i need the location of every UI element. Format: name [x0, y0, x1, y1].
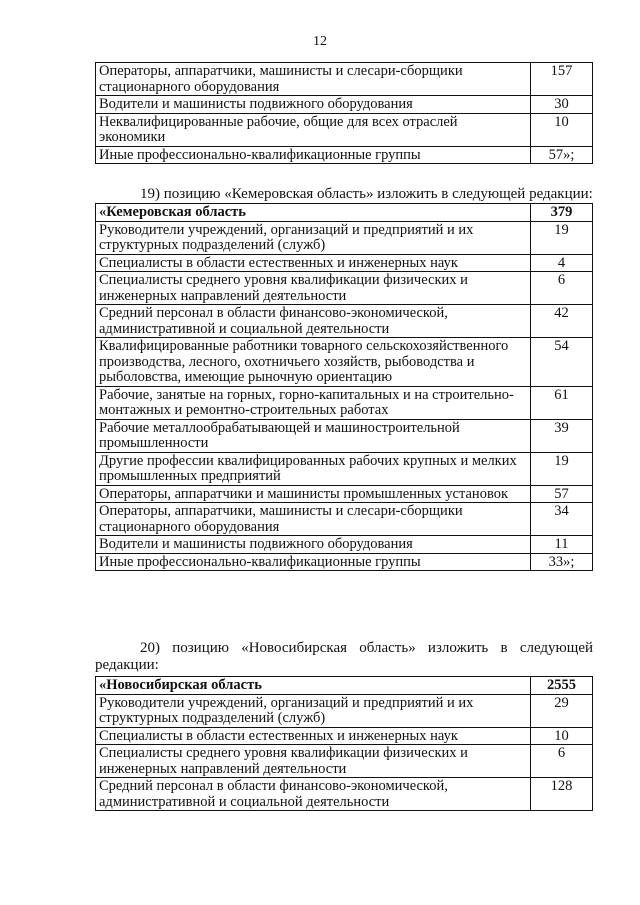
row-value: 4 [531, 254, 593, 272]
table-kemerovo [95, 203, 593, 571]
table-row [96, 386, 593, 419]
row-label: Рабочие металлообрабатывающей и машиностроительной промышленности [96, 419, 531, 452]
table-row [96, 305, 593, 338]
table-row [96, 536, 593, 554]
row-value: 6 [531, 745, 593, 778]
table-row [96, 727, 593, 745]
row-label: Операторы, аппаратчики, машинисты и слесари-сборщики стационарного оборудования [96, 63, 531, 96]
table-row [96, 113, 593, 146]
row-label: Средний персонал в области финансово-экономической, административной и социальной деятельности [96, 778, 531, 811]
row-value: 57»; [531, 146, 593, 164]
region-name: «Новосибирская область [96, 677, 531, 695]
table-row [96, 146, 593, 164]
table-row [96, 272, 593, 305]
row-value: 54 [531, 338, 593, 387]
row-label: Специалисты в области естественных и инженерных наук [96, 254, 531, 272]
row-label: Операторы, аппаратчики и машинисты промышленных установок [96, 485, 531, 503]
table-row [96, 694, 593, 727]
table-row [96, 96, 593, 114]
row-value: 61 [531, 386, 593, 419]
row-label: Средний персонал в области финансово-экономической, административной и социальной деятельности [96, 305, 531, 338]
row-label: Рабочие, занятые на горных, горно-капитальных и на строительно-монтажных и ремонтно-строительных работах [96, 386, 531, 419]
table-row [96, 778, 593, 811]
row-label: Квалифицированные работники товарного сельскохозяйственного производства, лесного, охотничьего хозяйств, рыбоводства и рыболовства, имеющие рыночную ориентацию [96, 338, 531, 387]
paragraph-20 [95, 640, 593, 674]
paragraph-20-line1: 20) позицию «Новосибирская область» изложить в следующей [140, 640, 593, 656]
page-number: 12 [313, 34, 327, 49]
row-label: Специалисты среднего уровня квалификации физических и инженерных направлений деятельности [96, 272, 531, 305]
row-value: 10 [531, 727, 593, 745]
row-label: Специалисты среднего уровня квалификации физических и инженерных направлений деятельности [96, 745, 531, 778]
row-label: Руководители учреждений, организаций и предприятий и их структурных подразделений (служб) [96, 221, 531, 254]
table-row [96, 63, 593, 96]
table-row [96, 503, 593, 536]
row-label: Специалисты в области естественных и инженерных наук [96, 727, 531, 745]
row-value: 157 [531, 63, 593, 96]
table-row [96, 452, 593, 485]
row-value: 10 [531, 113, 593, 146]
table-row [96, 553, 593, 571]
row-label: Иные профессионально-квалификационные группы [96, 553, 531, 571]
table-novosibirsk [95, 676, 593, 811]
table-row [96, 338, 593, 387]
table-row [96, 745, 593, 778]
row-label: Другие профессии квалифицированных рабочих крупных и мелких промышленных предприятий [96, 452, 531, 485]
row-value: 30 [531, 96, 593, 114]
table-row [96, 254, 593, 272]
row-value: 33»; [531, 553, 593, 571]
table-row [96, 485, 593, 503]
row-value: 34 [531, 503, 593, 536]
row-value: 6 [531, 272, 593, 305]
table-header-row [96, 204, 593, 222]
row-label: Операторы, аппаратчики, машинисты и слесари-сборщики стационарного оборудования [96, 503, 531, 536]
row-value: 39 [531, 419, 593, 452]
table-header-row [96, 677, 593, 695]
row-value: 29 [531, 694, 593, 727]
row-label: Водители и машинисты подвижного оборудования [96, 96, 531, 114]
region-total: 379 [531, 204, 593, 222]
row-value: 57 [531, 485, 593, 503]
row-label: Водители и машинисты подвижного оборудования [96, 536, 531, 554]
row-label: Руководители учреждений, организаций и предприятий и их структурных подразделений (служб) [96, 694, 531, 727]
region-total: 2555 [531, 677, 593, 695]
paragraph-20-line2: редакции: [95, 657, 159, 673]
row-value: 19 [531, 452, 593, 485]
row-label: Иные профессионально-квалификационные группы [96, 146, 531, 164]
row-value: 42 [531, 305, 593, 338]
table-row [96, 221, 593, 254]
table-continuation [95, 62, 593, 164]
region-name: «Кемеровская область [96, 204, 531, 222]
row-value: 19 [531, 221, 593, 254]
row-label: Неквалифицированные рабочие, общие для всех отраслей экономики [96, 113, 531, 146]
table-row [96, 419, 593, 452]
paragraph-19: 19) позицию «Кемеровская область» изложить в следующей редакции: [140, 186, 593, 202]
row-value: 11 [531, 536, 593, 554]
row-value: 128 [531, 778, 593, 811]
